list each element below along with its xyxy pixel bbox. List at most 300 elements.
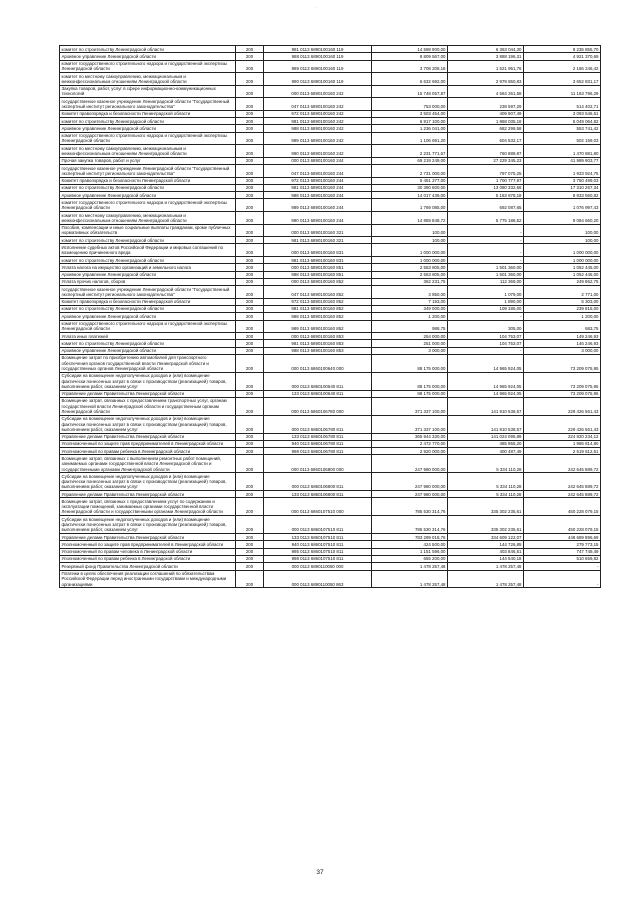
table-row bbox=[60, 184, 601, 191]
row-executed-amount-cell: 403 846,51 bbox=[448, 548, 524, 555]
row-approved-amount-cell: 14 017 439,00 bbox=[372, 192, 448, 199]
row-name-cell: Уполномоченный по правам человека в Ленинградской области bbox=[60, 548, 236, 555]
row-approved-amount-cell: 2 553 805,00 bbox=[372, 271, 448, 278]
row-classification-cell: 000 0113 6890100160 851 bbox=[264, 264, 372, 271]
row-code-cell: 200 bbox=[236, 192, 264, 199]
row-name-cell: комитет по строительству Ленинградской области bbox=[60, 118, 236, 125]
row-executed-amount-cell: 27 229 345,23 bbox=[448, 157, 524, 164]
row-code-cell: 200 bbox=[236, 165, 264, 178]
table-row bbox=[60, 264, 601, 271]
row-code-cell: 200 bbox=[236, 264, 264, 271]
row-approved-amount-cell: 254 000,00 bbox=[372, 333, 448, 340]
row-code-cell: 200 bbox=[236, 433, 264, 440]
table-row bbox=[60, 448, 601, 455]
row-code-cell: 200 bbox=[236, 313, 264, 320]
row-unexecuted-amount-cell: 239 815,00 bbox=[524, 305, 601, 312]
row-approved-amount-cell: 88 175 000,00 bbox=[372, 354, 448, 372]
table-row bbox=[60, 534, 601, 541]
row-unexecuted-amount-cell: 1 986 814,80 bbox=[524, 440, 601, 447]
table-body bbox=[60, 46, 601, 588]
row-approved-amount-cell: 2 553 805,00 bbox=[372, 264, 448, 271]
row-classification-cell: 000 0113 6890100160 853 bbox=[264, 333, 372, 340]
row-name-cell: Архивное управление Ленинградской области bbox=[60, 192, 236, 199]
row-approved-amount-cell: 988,75 bbox=[372, 320, 448, 333]
row-name-cell: Управление делами Правительства Ленинградской области bbox=[60, 491, 236, 498]
row-name-cell: комитет государственного строительного надзора и государственной экспертизы Ленинградской области bbox=[60, 60, 236, 73]
row-name-cell: Возмещение затрат, связанных с выполнением ремонтных работ помещений, занимаемых органами государственной власти Ленинградской области и государственными органами Ленинградской области bbox=[60, 455, 236, 473]
row-approved-amount-cell: 247 980 000,00 bbox=[372, 473, 448, 491]
row-code-cell: 200 bbox=[236, 53, 264, 60]
page-number: 37 bbox=[316, 869, 324, 876]
budget-execution-table bbox=[59, 45, 601, 588]
row-name-cell: Уплата иных платежей bbox=[60, 333, 236, 340]
row-classification-cell: 000 0113 6860107510 000 bbox=[264, 498, 372, 516]
row-classification-cell: 981 0113 6890100160 244 bbox=[264, 184, 372, 191]
row-classification-cell: 133 0113 6860106780 811 bbox=[264, 433, 372, 440]
row-name-cell: Возмещение затрат, связанных с предоставлением услуг по содержанию и эксплуатации помещений, занимаемых органами государственной власти Ленинградской области и государственными органами Ленинградской области bbox=[60, 498, 236, 516]
row-code-cell: 200 bbox=[236, 257, 264, 264]
row-name-cell: Возмещение затрат, связанных с предоставлением транспортных услуг, органам государственной власти Ленинградской области и государственным органам Ленинградской области bbox=[60, 397, 236, 415]
row-name-cell: комитет по строительству Ленинградской области bbox=[60, 305, 236, 312]
row-classification-cell: 981 0113 6890100160 119 bbox=[264, 46, 372, 53]
row-name-cell: комитет по строительству Ленинградской области bbox=[60, 46, 236, 53]
row-executed-amount-cell: 238 597,29 bbox=[448, 98, 524, 111]
row-executed-amount-cell: 485 955,20 bbox=[448, 440, 524, 447]
row-code-cell: 200 bbox=[236, 157, 264, 164]
table-row bbox=[60, 53, 601, 60]
row-name-cell: комитет по строительству Ленинградской области bbox=[60, 184, 236, 191]
table-row bbox=[60, 333, 601, 340]
row-unexecuted-amount-cell: - bbox=[524, 570, 601, 588]
table-row bbox=[60, 125, 601, 132]
table-row bbox=[60, 60, 601, 73]
row-approved-amount-cell: 1 106 691,20 bbox=[372, 132, 448, 145]
table-row bbox=[60, 192, 601, 199]
row-executed-amount-cell: - bbox=[448, 237, 524, 244]
row-classification-cell: 047 0113 6890100160 852 bbox=[264, 286, 372, 299]
row-code-cell: 200 bbox=[236, 340, 264, 347]
row-executed-amount-cell: 797 075,25 bbox=[448, 165, 524, 178]
row-name-cell: Пособия, компенсации и иные социальные выплаты гражданам, кроме публичных нормативных обязательств bbox=[60, 224, 236, 237]
row-name-cell: Субсидии на возмещение недополученных доходов и (или) возмещение фактически понесенных затрат в связи с производством (реализацией) товаров, выполнением работ, оказанием услуг bbox=[60, 516, 236, 534]
row-code-cell: 200 bbox=[236, 244, 264, 257]
row-approved-amount-cell: 14 598 900,00 bbox=[372, 46, 448, 53]
row-approved-amount-cell: 371 337 100,00 bbox=[372, 415, 448, 433]
row-unexecuted-amount-cell: 1 000 000,00 bbox=[524, 257, 601, 264]
table-row bbox=[60, 390, 601, 397]
row-unexecuted-amount-cell: 1 052 445,00 bbox=[524, 264, 601, 271]
row-code-cell: 200 bbox=[236, 455, 264, 473]
row-classification-cell: 990 0113 6890100160 242 bbox=[264, 145, 372, 158]
row-name-cell: комитет по местному самоуправлению, межнациональным и межконфессиональным отношениям Ленинградской области bbox=[60, 145, 236, 158]
row-executed-amount-cell: 1 501 360,00 bbox=[448, 271, 524, 278]
row-unexecuted-amount-cell: 11 163 796,29 bbox=[524, 85, 601, 98]
row-executed-amount-cell: 144 540,18 bbox=[448, 555, 524, 562]
row-executed-amount-cell: - bbox=[448, 244, 524, 257]
row-code-cell: 200 bbox=[236, 110, 264, 117]
row-name-cell: Архивное управление Ленинградской области bbox=[60, 271, 236, 278]
row-unexecuted-amount-cell: 5 303,00 bbox=[524, 298, 601, 305]
row-classification-cell: 981 0113 6890100160 831 bbox=[264, 257, 372, 264]
row-approved-amount-cell: 6 632 692,00 bbox=[372, 73, 448, 86]
row-executed-amount-cell: 335 302 235,61 bbox=[448, 498, 524, 516]
table-row bbox=[60, 541, 601, 548]
row-name-cell: Платежи в целях обеспечения реализации соглашений по обязательствам Российской Федерации перед иностранными государствами и международными организациями bbox=[60, 570, 236, 588]
row-unexecuted-amount-cell: 3 652 831,17 bbox=[524, 73, 601, 86]
table-row bbox=[60, 278, 601, 285]
row-name-cell: Уполномоченный по защите прав предпринимателей в Ленинградской области bbox=[60, 440, 236, 447]
row-code-cell: 200 bbox=[236, 237, 264, 244]
row-unexecuted-amount-cell: 1 200,00 bbox=[524, 313, 601, 320]
table-row bbox=[60, 491, 601, 498]
row-classification-cell: 981 0113 6890100160 321 bbox=[264, 237, 372, 244]
table-row bbox=[60, 455, 601, 473]
row-code-cell: 200 bbox=[236, 305, 264, 312]
row-unexecuted-amount-cell: 450 228 079,15 bbox=[524, 516, 601, 534]
row-approved-amount-cell: 1 151 596,00 bbox=[372, 548, 448, 555]
row-unexecuted-amount-cell: 2 519 512,51 bbox=[524, 448, 601, 455]
row-classification-cell: 988 0113 6890100160 853 bbox=[264, 347, 372, 354]
row-approved-amount-cell: 2 231 771,67 bbox=[372, 145, 448, 158]
row-name-cell: комитет государственного строительного надзора и государственной экспертизы Ленинградской области bbox=[60, 199, 236, 212]
row-unexecuted-amount-cell: 510 659,82 bbox=[524, 555, 601, 562]
row-approved-amount-cell: 3 708 208,18 bbox=[372, 60, 448, 73]
row-code-cell: 200 bbox=[236, 473, 264, 491]
row-approved-amount-cell: 655 200,00 bbox=[372, 555, 448, 562]
row-classification-cell: 000 0113 6890110050 000 bbox=[264, 563, 372, 570]
row-unexecuted-amount-cell: 1 000 000,00 bbox=[524, 244, 601, 257]
table-row bbox=[60, 145, 601, 158]
row-unexecuted-amount-cell: 149 246,93 bbox=[524, 333, 601, 340]
row-unexecuted-amount-cell: 683,75 bbox=[524, 320, 601, 333]
row-code-cell: 200 bbox=[236, 333, 264, 340]
row-classification-cell: 000 0113 6860106780 811 bbox=[264, 415, 372, 433]
row-unexecuted-amount-cell: 1 052 445,00 bbox=[524, 271, 601, 278]
table-row bbox=[60, 271, 601, 278]
row-name-cell: комитет государственного строительного надзора и государственной экспертизы Ленинградской области bbox=[60, 132, 236, 145]
row-code-cell: 200 bbox=[236, 397, 264, 415]
row-unexecuted-amount-cell: 3 750 499,03 bbox=[524, 177, 601, 184]
table-row bbox=[60, 224, 601, 237]
table-row bbox=[60, 433, 601, 440]
row-classification-cell: 990 0113 6890100160 119 bbox=[264, 73, 372, 86]
row-name-cell: Уполномоченный по правам ребенка в Ленинградской области bbox=[60, 555, 236, 562]
row-name-cell: Управление делами Правительства Ленинградской области bbox=[60, 433, 236, 440]
row-approved-amount-cell: 1 478 257,48 bbox=[372, 570, 448, 588]
row-executed-amount-cell: 5 334 110,28 bbox=[448, 455, 524, 473]
row-classification-cell: 981 0113 6890100160 852 bbox=[264, 305, 372, 312]
row-classification-cell: 990 0113 6890100160 244 bbox=[264, 212, 372, 225]
row-classification-cell: 995 0113 6860107510 811 bbox=[264, 548, 372, 555]
row-code-cell: 200 bbox=[236, 440, 264, 447]
row-name-cell: Закупка товаров, работ, услуг в сфере информационно-коммуникационных технологий bbox=[60, 85, 236, 98]
row-name-cell: Резервный фонд Правительства Ленинградской области bbox=[60, 563, 236, 570]
row-code-cell: 200 bbox=[236, 85, 264, 98]
row-classification-cell: 989 0113 6890100160 852 bbox=[264, 320, 372, 333]
row-classification-cell: 000 0113 6860100640 000 bbox=[264, 354, 372, 372]
row-name-cell: Архивное управление Ленинградской области bbox=[60, 53, 236, 60]
row-executed-amount-cell: 1 478 257,48 bbox=[448, 563, 524, 570]
row-executed-amount-cell: 144 726,85 bbox=[448, 541, 524, 548]
row-classification-cell: 000 0113 6860106780 000 bbox=[264, 397, 372, 415]
row-code-cell: 200 bbox=[236, 498, 264, 516]
row-approved-amount-cell: 69 219 249,00 bbox=[372, 157, 448, 164]
row-unexecuted-amount-cell: 73 209 075,95 bbox=[524, 372, 601, 390]
table-row bbox=[60, 110, 601, 117]
row-unexecuted-amount-cell: 279 773,15 bbox=[524, 541, 601, 548]
row-classification-cell: 000 0113 6890110050 863 bbox=[264, 570, 372, 588]
row-classification-cell: 047 0113 6890100160 244 bbox=[264, 165, 372, 178]
table-row bbox=[60, 516, 601, 534]
table-row bbox=[60, 199, 601, 212]
row-classification-cell: 972 0113 6890100160 242 bbox=[264, 110, 372, 117]
row-approved-amount-cell: 247 980 000,00 bbox=[372, 455, 448, 473]
row-code-cell: 200 bbox=[236, 534, 264, 541]
row-name-cell: комитет государственного строительного надзора и государственной экспертизы Ленинградской области bbox=[60, 320, 236, 333]
row-code-cell: 200 bbox=[236, 354, 264, 372]
row-unexecuted-amount-cell: 502 159,03 bbox=[524, 132, 601, 145]
row-name-cell: Прочая закупка товаров, работ и услуг bbox=[60, 157, 236, 164]
row-code-cell: 200 bbox=[236, 60, 264, 73]
row-approved-amount-cell: 14 859 848,72 bbox=[372, 212, 448, 225]
row-executed-amount-cell: - bbox=[448, 347, 524, 354]
table-row bbox=[60, 257, 601, 264]
row-code-cell: 200 bbox=[236, 491, 264, 498]
row-code-cell: 200 bbox=[236, 118, 264, 125]
row-name-cell: Комитет правопорядка и безопасности Ленинградской области bbox=[60, 298, 236, 305]
row-classification-cell: 000 0113 6860100640 811 bbox=[264, 372, 372, 390]
row-classification-cell: 998 0113 6860107510 811 bbox=[264, 555, 372, 562]
table-row bbox=[60, 237, 601, 244]
row-executed-amount-cell: 13 080 332,66 bbox=[448, 184, 524, 191]
row-name-cell: Уполномоченный по правам ребенка в Ленинградской области bbox=[60, 448, 236, 455]
row-name-cell: Комитет правопорядка и безопасности Ленинградской области bbox=[60, 177, 236, 184]
row-approved-amount-cell: 3 503 454,00 bbox=[372, 110, 448, 117]
row-classification-cell: 000 0113 6860106800 000 bbox=[264, 455, 372, 473]
row-executed-amount-cell: 335 302 235,61 bbox=[448, 516, 524, 534]
table-row bbox=[60, 118, 601, 125]
row-approved-amount-cell: 7 193,00 bbox=[372, 298, 448, 305]
row-name-cell: Уплата прочих налогов, сборов bbox=[60, 278, 236, 285]
row-executed-amount-cell: 409 907,49 bbox=[448, 110, 524, 117]
row-executed-amount-cell: 104 753,07 bbox=[448, 340, 524, 347]
row-classification-cell: 989 0113 6890100160 242 bbox=[264, 132, 372, 145]
row-executed-amount-cell: 1 890,00 bbox=[448, 298, 524, 305]
row-unexecuted-amount-cell: 5 049 064,82 bbox=[524, 118, 601, 125]
row-code-cell: 200 bbox=[236, 320, 264, 333]
row-executed-amount-cell: 109 185,00 bbox=[448, 305, 524, 312]
row-unexecuted-amount-cell: 100,00 bbox=[524, 224, 601, 237]
row-unexecuted-amount-cell: 747 749,49 bbox=[524, 548, 601, 555]
table-row bbox=[60, 73, 601, 86]
row-code-cell: 200 bbox=[236, 184, 264, 191]
row-approved-amount-cell: 362 231,75 bbox=[372, 278, 448, 285]
row-executed-amount-cell: 5 775 188,52 bbox=[448, 212, 524, 225]
row-executed-amount-cell: - bbox=[448, 257, 524, 264]
row-unexecuted-amount-cell: 3 093 546,51 bbox=[524, 110, 601, 117]
row-approved-amount-cell: 3 850,00 bbox=[372, 286, 448, 299]
row-unexecuted-amount-cell: 242 645 889,72 bbox=[524, 455, 601, 473]
table-row bbox=[60, 440, 601, 447]
row-name-cell: Комитет правопорядка и безопасности Ленинградской области bbox=[60, 110, 236, 117]
row-executed-amount-cell: 1 478 257,48 bbox=[448, 570, 524, 588]
row-approved-amount-cell: 5 451 277,00 bbox=[372, 177, 448, 184]
row-code-cell: 200 bbox=[236, 278, 264, 285]
row-approved-amount-cell: 3 000,00 bbox=[372, 347, 448, 354]
row-executed-amount-cell: 6 363 044,30 bbox=[448, 46, 524, 53]
row-classification-cell: 988 0113 6890100160 242 bbox=[264, 125, 372, 132]
row-unexecuted-amount-cell: 514 402,71 bbox=[524, 98, 601, 111]
row-approved-amount-cell: 1 769 085,00 bbox=[372, 199, 448, 212]
row-classification-cell: 133 0113 6860100640 811 bbox=[264, 390, 372, 397]
row-executed-amount-cell: 5 334 110,28 bbox=[448, 473, 524, 491]
row-name-cell: Субсидии на возмещение недополученных доходов и (или) возмещение фактически понесенных затрат в связи с производством (реализацией) товаров, выполнением работ, оказанием услуг bbox=[60, 473, 236, 491]
row-classification-cell: 989 0113 6890100160 244 bbox=[264, 199, 372, 212]
row-code-cell: 200 bbox=[236, 415, 264, 433]
row-approved-amount-cell: 785 530 314,76 bbox=[372, 498, 448, 516]
row-classification-cell: 940 0113 6860106780 811 bbox=[264, 440, 372, 447]
row-unexecuted-amount-cell: - bbox=[524, 563, 601, 570]
row-approved-amount-cell: 2 731 000,00 bbox=[372, 165, 448, 178]
row-name-cell: Архивное управление Ленинградской области bbox=[60, 347, 236, 354]
row-name-cell: комитет по строительству Ленинградской области bbox=[60, 340, 236, 347]
row-unexecuted-amount-cell: 4 921 370,69 bbox=[524, 53, 601, 60]
row-code-cell: 200 bbox=[236, 199, 264, 212]
row-unexecuted-amount-cell: 450 228 079,15 bbox=[524, 498, 601, 516]
row-code-cell: 200 bbox=[236, 548, 264, 555]
row-code-cell: 200 bbox=[236, 145, 264, 158]
table-row bbox=[60, 212, 601, 225]
row-classification-cell: 981 0113 6890100160 853 bbox=[264, 340, 372, 347]
row-code-cell: 200 bbox=[236, 390, 264, 397]
row-classification-cell: 988 0113 6890100160 244 bbox=[264, 192, 372, 199]
row-executed-amount-cell: - bbox=[448, 224, 524, 237]
table-row bbox=[60, 415, 601, 433]
row-executed-amount-cell: 1 079,00 bbox=[448, 286, 524, 299]
row-approved-amount-cell: 365 944 330,00 bbox=[372, 433, 448, 440]
row-executed-amount-cell: 5 183 878,18 bbox=[448, 192, 524, 199]
row-unexecuted-amount-cell: 229 426 561,43 bbox=[524, 397, 601, 415]
row-executed-amount-cell: 760 889,87 bbox=[448, 145, 524, 158]
row-classification-cell: 988 0113 6890100160 851 bbox=[264, 271, 372, 278]
row-unexecuted-amount-cell: 17 310 267,34 bbox=[524, 184, 601, 191]
row-classification-cell: 972 0113 6890100160 852 bbox=[264, 298, 372, 305]
row-unexecuted-amount-cell: 73 209 075,95 bbox=[524, 390, 601, 397]
row-executed-amount-cell: 141 910 538,57 bbox=[448, 397, 524, 415]
row-unexecuted-amount-cell: 146 246,93 bbox=[524, 340, 601, 347]
row-name-cell: комитет по местному самоуправлению, межнациональным и межконфессиональным отношениям Ленинградской области bbox=[60, 73, 236, 86]
table-row bbox=[60, 286, 601, 299]
row-classification-cell: 988 0113 6890100160 852 bbox=[264, 313, 372, 320]
row-classification-cell: 000 0113 6890100160 244 bbox=[264, 157, 372, 164]
row-approved-amount-cell: 6 917 100,00 bbox=[372, 118, 448, 125]
row-approved-amount-cell: 753 000,00 bbox=[372, 98, 448, 111]
table-row bbox=[60, 165, 601, 178]
row-unexecuted-amount-cell: 229 426 561,43 bbox=[524, 415, 601, 433]
row-approved-amount-cell: 1 236 041,00 bbox=[372, 125, 448, 132]
table-row bbox=[60, 570, 601, 588]
scan-mark: ' bbox=[315, 6, 316, 11]
row-classification-cell: 000 0113 6860106800 811 bbox=[264, 473, 372, 491]
row-unexecuted-amount-cell: 8 235 855,70 bbox=[524, 46, 601, 53]
row-name-cell: комитет по строительству Ленинградской области bbox=[60, 257, 236, 264]
table-row bbox=[60, 98, 601, 111]
row-name-cell: Уполномоченный по защите прав предпринимателей в Ленинградской области bbox=[60, 541, 236, 548]
row-name-cell: комитет по строительству Ленинградской области bbox=[60, 237, 236, 244]
row-approved-amount-cell: 349 000,00 bbox=[372, 305, 448, 312]
row-approved-amount-cell: 1 000 000,00 bbox=[372, 257, 448, 264]
row-code-cell: 200 bbox=[236, 212, 264, 225]
table-row bbox=[60, 85, 601, 98]
row-classification-cell: 989 0113 6890100160 119 bbox=[264, 60, 372, 73]
row-name-cell: Управление делами Правительства Ленинградской области bbox=[60, 390, 236, 397]
row-name-cell: государственное казенное учреждение Ленинградской области "Государственный экспертный институт регионального законодательства" bbox=[60, 286, 236, 299]
table-row bbox=[60, 555, 601, 562]
row-unexecuted-amount-cell: 1 470 881,80 bbox=[524, 145, 601, 158]
row-executed-amount-cell: 692 087,65 bbox=[448, 199, 524, 212]
row-name-cell: Архивное управление Ленинградской области bbox=[60, 125, 236, 132]
row-executed-amount-cell: - bbox=[448, 313, 524, 320]
row-approved-amount-cell: 88 175 000,00 bbox=[372, 390, 448, 397]
row-executed-amount-cell: 14 965 924,05 bbox=[448, 390, 524, 397]
row-unexecuted-amount-cell: 242 645 889,72 bbox=[524, 491, 601, 498]
row-approved-amount-cell: 30 390 600,00 bbox=[372, 184, 448, 191]
row-code-cell: 200 bbox=[236, 555, 264, 562]
row-name-cell: Исполнение судебных актов Российской Федерации и мировых соглашений по возмещению причиненного вреда bbox=[60, 244, 236, 257]
row-classification-cell: 000 0113 6890100160 321 bbox=[264, 224, 372, 237]
row-name-cell: Управление делами Правительства Ленинградской области bbox=[60, 534, 236, 541]
row-executed-amount-cell: 1 868 035,18 bbox=[448, 118, 524, 125]
row-executed-amount-cell: 141 024 095,88 bbox=[448, 433, 524, 440]
row-approved-amount-cell: 100,00 bbox=[372, 224, 448, 237]
row-code-cell: 200 bbox=[236, 224, 264, 237]
row-unexecuted-amount-cell: 242 645 889,72 bbox=[524, 473, 601, 491]
row-code-cell: 200 bbox=[236, 563, 264, 570]
row-code-cell: 200 bbox=[236, 298, 264, 305]
row-unexecuted-amount-cell: 1 933 924,75 bbox=[524, 165, 601, 178]
row-approved-amount-cell: 15 748 057,87 bbox=[372, 85, 448, 98]
row-approved-amount-cell: 2 920 000,00 bbox=[372, 448, 448, 455]
row-executed-amount-cell: 1 700 777,97 bbox=[448, 177, 524, 184]
row-executed-amount-cell: 604 532,17 bbox=[448, 132, 524, 145]
row-approved-amount-cell: 88 175 000,00 bbox=[372, 372, 448, 390]
row-approved-amount-cell: 785 530 314,76 bbox=[372, 516, 448, 534]
row-unexecuted-amount-cell: 3 000,00 bbox=[524, 347, 601, 354]
row-code-cell: 200 bbox=[236, 516, 264, 534]
row-executed-amount-cell: 4 584 261,58 bbox=[448, 85, 524, 98]
row-name-cell: комитет по местному самоуправлению, межнациональным и межконфессиональным отношениям Ленинградской области bbox=[60, 212, 236, 225]
row-executed-amount-cell: 682 299,58 bbox=[448, 125, 524, 132]
row-executed-amount-cell: 112 369,00 bbox=[448, 278, 524, 285]
table-row bbox=[60, 244, 601, 257]
row-name-cell: государственное казенное учреждение Ленинградской области "Государственный экспертный институт регионального законодательства" bbox=[60, 98, 236, 111]
row-code-cell: 200 bbox=[236, 46, 264, 53]
row-classification-cell: 047 0113 6890100160 242 bbox=[264, 98, 372, 111]
row-approved-amount-cell: 1 200,00 bbox=[372, 313, 448, 320]
row-classification-cell: 133 0113 6860107510 811 bbox=[264, 534, 372, 541]
row-name-cell: Уплата налога на имущество организаций и земельного налога bbox=[60, 264, 236, 271]
row-approved-amount-cell: 100,00 bbox=[372, 237, 448, 244]
row-executed-amount-cell: 1 501 360,00 bbox=[448, 264, 524, 271]
row-classification-cell: 988 0113 6890100160 119 bbox=[264, 53, 372, 60]
row-approved-amount-cell: 1 000 000,00 bbox=[372, 244, 448, 257]
row-approved-amount-cell: 1 478 257,48 bbox=[372, 563, 448, 570]
row-code-cell: 200 bbox=[236, 177, 264, 184]
row-executed-amount-cell: 305,00 bbox=[448, 320, 524, 333]
row-code-cell: 200 bbox=[236, 347, 264, 354]
row-unexecuted-amount-cell: 224 920 234,12 bbox=[524, 433, 601, 440]
row-unexecuted-amount-cell: 2 771,00 bbox=[524, 286, 601, 299]
